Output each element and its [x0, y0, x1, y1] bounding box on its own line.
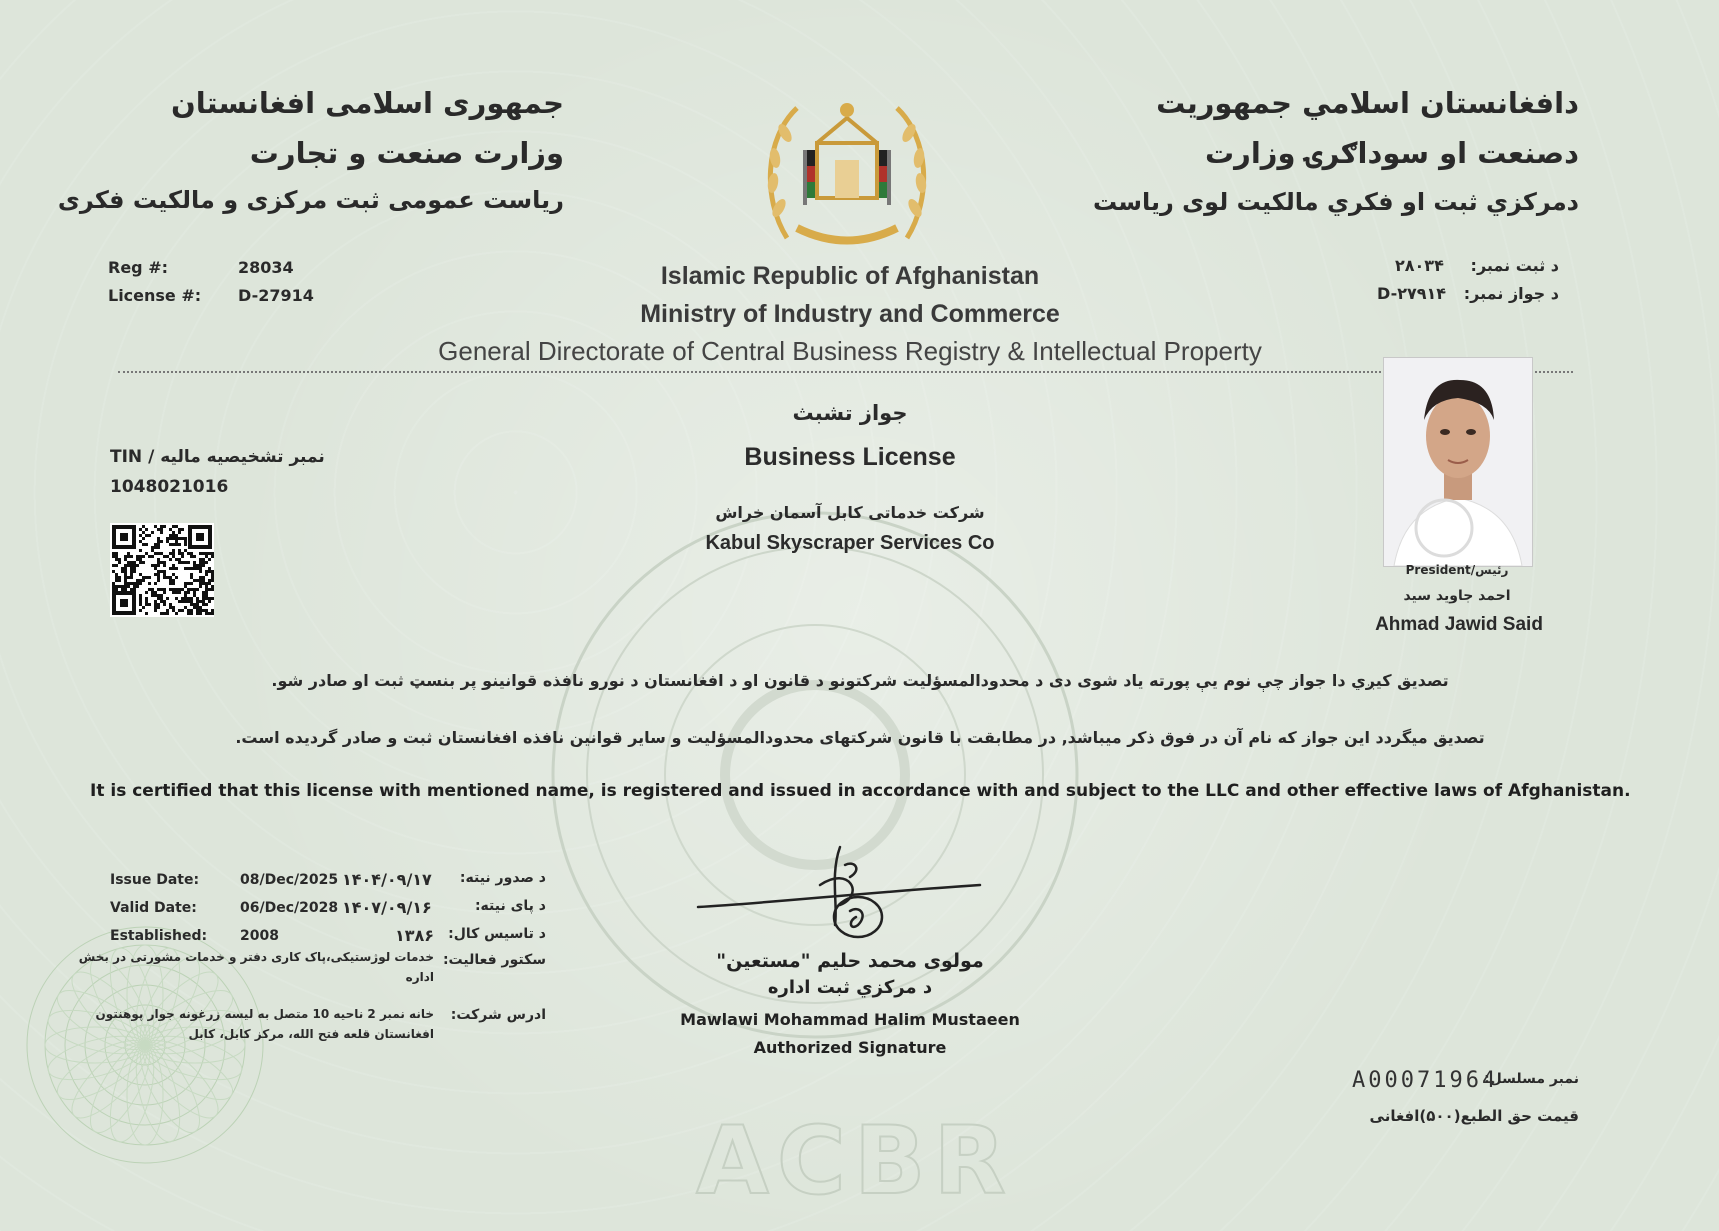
sector-value-2: اداره	[405, 970, 434, 984]
title-en-ministry: Ministry of Industry and Commerce	[640, 300, 1060, 328]
tin-value: 1048021016	[110, 477, 229, 497]
serial-number: A00071964	[1352, 1068, 1499, 1093]
serial-label: نمبر مسلسل:	[1484, 1071, 1579, 1087]
header-ps-line-2: دصنعت او سوداګرۍ وزارت	[1205, 136, 1579, 170]
acbr-watermark: ACBR	[696, 1107, 1014, 1216]
title-en-republic: Islamic Republic of Afghanistan	[660, 262, 1040, 290]
valid-date-shamsi: ۱۴۰۷/۰۹/۱۶	[342, 898, 432, 917]
signatory-office-ps: د مرکزي ثبت اداره	[767, 977, 933, 998]
reg-label-ps: د ثبت نمبر:	[1470, 256, 1559, 275]
title-en-directorate: General Directorate of Central Business Registry & Intellectual Property	[438, 336, 1262, 366]
sector-value-1: خدمات لوژستیکی،پاک کاری دفتر و خدمات مشورتی در بخش	[78, 950, 434, 964]
header-fa-line-2: وزارت صنعت و تجارت	[249, 136, 564, 170]
sector-label: سکتور فعالیت:	[442, 952, 546, 968]
valid-date-value: 06/Dec/2028	[240, 900, 339, 916]
president-name-fa: احمد جاوید سید	[1403, 588, 1511, 604]
reg-value: 28034	[238, 258, 294, 277]
license-title-en: Business License	[744, 443, 956, 471]
header-fa-line-1: جمهوری اسلامی افغانستان	[171, 86, 564, 120]
established-label-ps: د تاسیس کال:	[448, 926, 546, 942]
signatory-name-fa: مولوی محمد حلیم "مستعین"	[716, 950, 984, 972]
stamp-price: قیمت حق الطبع(۵۰۰)افغانی	[1369, 1107, 1579, 1125]
authorized-signature-mark	[690, 845, 990, 950]
afghanistan-emblem-icon	[757, 88, 937, 258]
issue-date-value: 08/Dec/2025	[240, 872, 339, 888]
valid-date-label-ps: د پای نیته:	[474, 898, 546, 914]
president-caption: President/رئیس	[1405, 563, 1509, 577]
valid-date-label: Valid Date:	[110, 900, 197, 916]
header-fa-line-3: ریاست عمومی ثبت مرکزی و مالکیت فکری	[57, 186, 564, 214]
license-title-fa: جواز تشبث	[792, 401, 908, 425]
header-divider	[118, 371, 1573, 373]
issue-date-label-ps: د صدور نیته:	[459, 870, 546, 886]
president-name-en: Ahmad Jawid Said	[1375, 614, 1543, 635]
signatory-role: Authorized Signature	[753, 1038, 947, 1057]
company-name-fa: شرکت خدماتی کابل آسمان خراش	[715, 503, 985, 522]
header-ps-line-3: دمرکزي ثبت او فکري مالکيت لوی رياست	[1092, 188, 1579, 216]
header-ps-line-1: دافغانستان اسلامي جمهوريت	[1156, 86, 1579, 120]
license-label-ps: د جواز نمبر:	[1463, 284, 1559, 303]
president-photo	[1383, 357, 1533, 567]
certification-pashto: تصدیق کیږي دا جواز چې نوم يې پورته ياد شوی دی د محدودالمسؤليت شرکتونو د قانون او د افغانستان د نورو نافذه قوانينو پر بنسټ ثبت او صادر شو.	[271, 671, 1449, 690]
reg-label: Reg #:	[108, 258, 168, 277]
established-shamsi: ۱۳۸۶	[395, 926, 435, 945]
qr-code-icon	[110, 523, 214, 617]
address-value-1: خانه نمبر 2 ناحیه 10 متصل به لیسه زرغونه جوار پوهنتون	[95, 1007, 434, 1021]
address-label: ادرس شرکت:	[450, 1007, 546, 1023]
company-name-en: Kabul Skyscraper Services Co	[705, 532, 995, 554]
certification-english: It is certified that this license with mentioned name, is registered and issued in accordance with and subject to the LLC and other effective laws of Afghanistan.	[90, 781, 1631, 801]
license-label: License #:	[108, 286, 202, 305]
reg-value-ps: ۲۸۰۳۴	[1395, 256, 1444, 275]
issue-date-label: Issue Date:	[110, 872, 200, 888]
certification-dari: تصدیق میگردد این جواز که نام آن در فوق ذکر میباشد, در مطابقت با قانون شرکتهای محدودالمسؤلیت و سایر قوانین نافذه افغانستان ثبت و صادر گردیده است.	[235, 728, 1485, 747]
established-value: 2008	[240, 928, 279, 944]
address-value-2: افغانستان قلعه فتح الله، مرکز کابل، کابل	[188, 1027, 434, 1041]
signatory-name-en: Mawlawi Mohammad Halim Mustaeen	[680, 1010, 1020, 1029]
tin-label: TIN / نمبر تشخیصیه مالیه	[110, 447, 325, 467]
license-value: D-27914	[238, 286, 314, 305]
issue-date-shamsi: ۱۴۰۴/۰۹/۱۷	[342, 870, 432, 889]
established-label: Established:	[110, 928, 208, 944]
license-value-ps: D-۲۷۹۱۴	[1377, 284, 1447, 303]
